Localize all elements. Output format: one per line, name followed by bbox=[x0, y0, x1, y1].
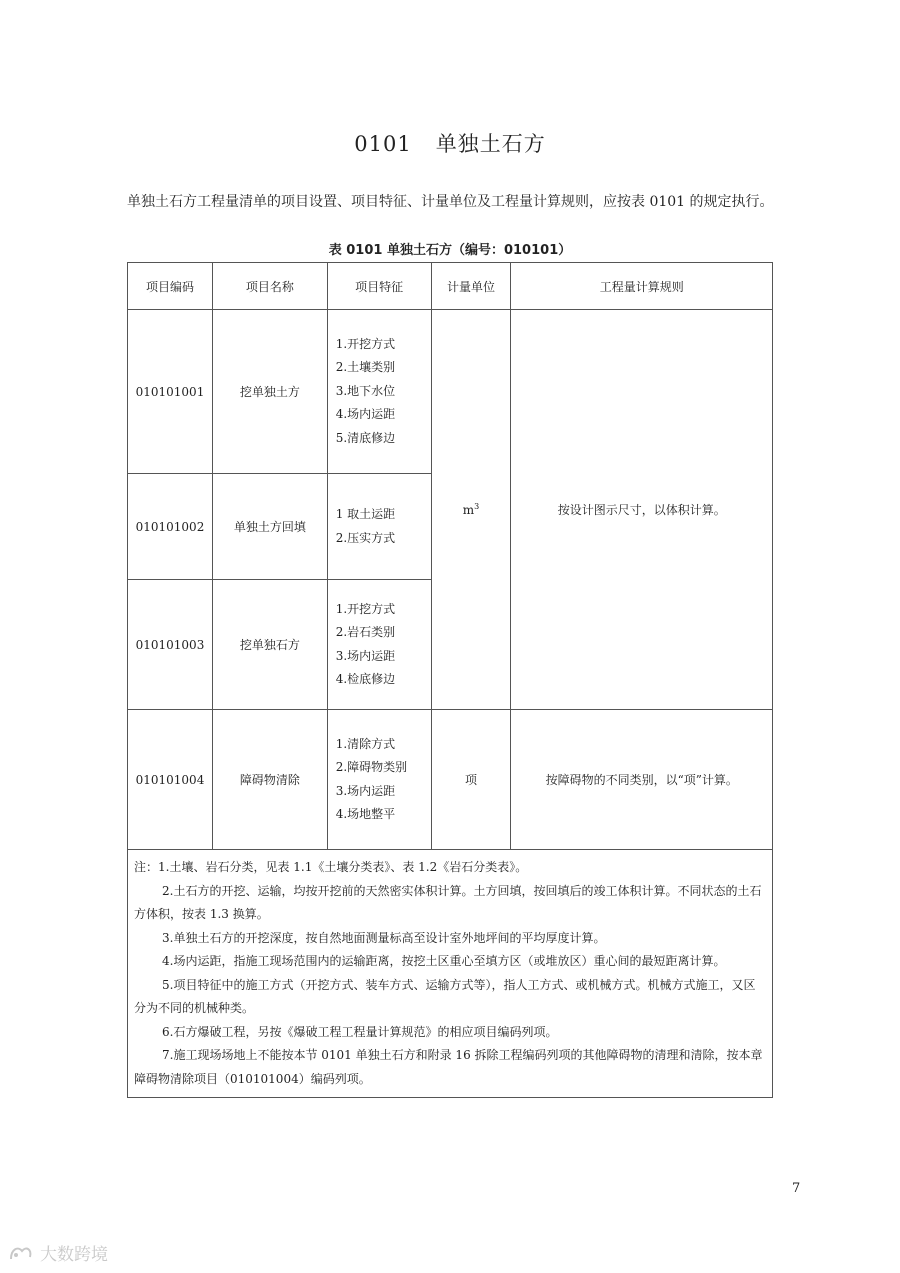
note-item: 7.施工现场场地上不能按本节 0101 单独土石方和附录 16 拆除工程编码列项的其他障碍物的清理和清除，按本章障碍物清除项目（010101004）编码列项。 bbox=[134, 1048, 763, 1086]
notes-cell bbox=[128, 850, 773, 1098]
quantity-table bbox=[127, 262, 773, 1098]
rule-cell: 按设计图示尺寸，以体积计算。 bbox=[511, 310, 773, 710]
unit-superscript: 3 bbox=[474, 502, 480, 511]
item-features bbox=[327, 474, 431, 580]
page-number: 7 bbox=[792, 1181, 801, 1196]
unit-text: m bbox=[462, 503, 475, 517]
feature-line: 1.清除方式 bbox=[335, 736, 396, 751]
item-features bbox=[327, 310, 431, 474]
item-code: 010101003 bbox=[128, 580, 213, 710]
item-code: 010101004 bbox=[128, 710, 213, 850]
unit-cell: 项 bbox=[431, 710, 511, 850]
feature-line: 3.场内运距 bbox=[335, 783, 396, 798]
item-code: 010101002 bbox=[128, 474, 213, 580]
notes-row bbox=[128, 850, 773, 1098]
table-row bbox=[128, 310, 773, 474]
unit-cell bbox=[431, 310, 511, 710]
note-item: 6.石方爆破工程，另按《爆破工程工程量计算规范》的相应项目编码列项。 bbox=[162, 1024, 558, 1039]
item-features bbox=[327, 710, 431, 850]
page-title bbox=[0, 128, 900, 158]
rule-cell: 按障碍物的不同类别，以“项”计算。 bbox=[511, 710, 773, 850]
note-item: 注：1.土壤、岩石分类，见表 1.1《土壤分类表》、表 1.2《岩石分类表》。 bbox=[134, 860, 528, 874]
header-name: 项目名称 bbox=[212, 263, 327, 310]
feature-line: 1 取土运距 bbox=[335, 507, 396, 521]
watermark bbox=[8, 1240, 108, 1265]
watermark-logo-icon bbox=[8, 1243, 34, 1263]
feature-line: 1.开挖方式 bbox=[335, 336, 396, 351]
note-item: 4.场内运距，指施工现场范围内的运输距离，按挖土区重心至填方区（或堆放区）重心间的最短距离计算。 bbox=[162, 954, 726, 968]
note-item: 3.单独土石方的开挖深度，按自然地面测量标高至设计室外地坪间的平均厚度计算。 bbox=[162, 930, 606, 945]
item-name: 挖单独石方 bbox=[212, 580, 327, 710]
feature-line: 1.开挖方式 bbox=[335, 601, 396, 616]
feature-line: 4.场地整平 bbox=[335, 807, 396, 821]
item-name: 障碍物清除 bbox=[212, 710, 327, 850]
header-unit: 计量单位 bbox=[431, 263, 511, 310]
item-name: 单独土方回填 bbox=[212, 474, 327, 580]
feature-line: 3.地下水位 bbox=[335, 383, 396, 398]
watermark-text: 大数跨境 bbox=[40, 1245, 108, 1265]
header-rule: 工程量计算规则 bbox=[511, 263, 773, 310]
feature-line: 2.岩石类别 bbox=[335, 625, 396, 639]
feature-line: 2.障碍物类别 bbox=[335, 760, 408, 774]
section-name: 单独土石方 bbox=[435, 132, 546, 156]
header-code: 项目编码 bbox=[128, 263, 213, 310]
feature-line: 2.压实方式 bbox=[335, 530, 396, 545]
header-features: 项目特征 bbox=[327, 263, 431, 310]
intro-paragraph: 单独土石方工程量清单的项目设置、项目特征、计量单位及工程量计算规则，应按表 0101 的规定执行。 bbox=[127, 194, 774, 210]
note-item: 5.项目特征中的施工方式（开挖方式、装车方式、运输方式等），指人工方式、或机械方式。机械方式施工，又区分为不同的机械种类。 bbox=[134, 977, 756, 1015]
item-features bbox=[327, 580, 431, 710]
feature-line: 2.土壤类别 bbox=[335, 360, 396, 375]
feature-line: 4.检底修边 bbox=[335, 672, 396, 686]
item-code: 010101001 bbox=[128, 310, 213, 474]
feature-line: 5.清底修边 bbox=[335, 430, 396, 445]
item-name: 挖单独土方 bbox=[212, 310, 327, 474]
table-header-row bbox=[128, 263, 773, 310]
table-row bbox=[128, 710, 773, 850]
table-caption: 表 0101 单独土石方（编号：010101） bbox=[328, 243, 572, 258]
feature-line: 4.场内运距 bbox=[335, 407, 396, 422]
section-code: 0101 bbox=[354, 132, 412, 156]
note-item: 2.土石方的开挖、运输，均按开挖前的天然密实体积计算。土方回填，按回填后的竣工体积计算。不同状态的土石方体积，按表 1.3 换算。 bbox=[134, 883, 762, 921]
feature-line: 3.场内运距 bbox=[335, 648, 396, 663]
